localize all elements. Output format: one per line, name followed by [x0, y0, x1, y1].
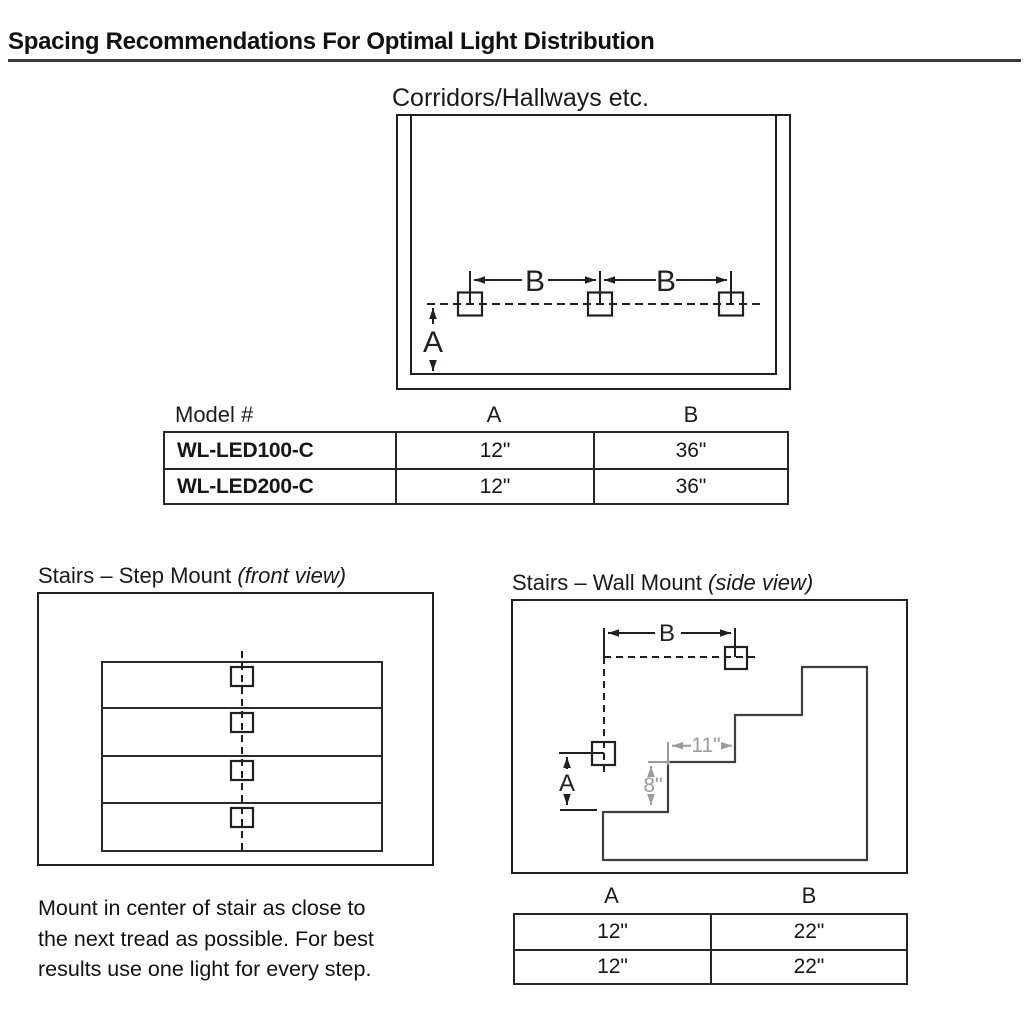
wall-mount-spacing-table: [513, 882, 912, 985]
dim-a-label: A: [558, 770, 576, 797]
mounting-note-line: results use one light for every step.: [38, 957, 372, 981]
col-header-model: Model #: [175, 402, 254, 427]
dimension-ticks: [470, 271, 731, 304]
staircase-profile: [603, 667, 867, 860]
table-cell-a: 12": [395, 468, 593, 503]
corridor-inner-wall: [411, 115, 776, 374]
corridor-outer-wall: [397, 115, 790, 389]
wall-mount-title-text: Stairs – Wall Mount: [512, 570, 709, 595]
table-cell-model: WL-LED200-C: [165, 468, 395, 503]
step-mount-view-label: (front view): [237, 563, 347, 588]
step-mount-title-text: Stairs – Step Mount: [38, 563, 238, 588]
wall-table-body: [513, 913, 908, 985]
wall-mount-diagram: [505, 593, 920, 883]
corridor-section-title: Corridors/Hallways etc.: [392, 84, 650, 112]
corridor-spacing-table: [163, 402, 793, 505]
dim-b-label: B: [658, 620, 676, 647]
table-cell-b: 36": [593, 468, 787, 503]
wall-table-header: [513, 882, 912, 913]
dim-b2-label: B: [655, 265, 677, 298]
table-cell-b: 36": [593, 433, 787, 468]
table-cell-model: WL-LED100-C: [177, 438, 314, 462]
wall-mount-view-label: (side view): [708, 570, 814, 595]
corridor-table-header: [163, 402, 793, 431]
mounting-note-line: the next tread as possible. For best: [38, 926, 374, 951]
table-cell-a: 12": [597, 920, 628, 943]
corridor-table-body: [163, 431, 789, 505]
title-underline: [8, 59, 1021, 62]
col-header-a: A: [486, 402, 502, 427]
table-cell-a: 12": [395, 433, 593, 468]
page-title: Spacing Recommendations For Optimal Light Distribution: [8, 28, 655, 55]
step-mount-diagram: [30, 585, 450, 875]
mounting-note-line: Mount in center of stair as close to: [38, 896, 366, 920]
col-header-a: A: [604, 883, 619, 908]
corridor-diagram: [390, 108, 800, 398]
table-cell-b: 22": [710, 915, 906, 949]
table-cell-a: 12": [515, 949, 710, 983]
dim-a-label: A: [422, 326, 444, 359]
riser-height-label: 8": [643, 774, 663, 797]
mounting-note: [38, 893, 374, 985]
col-header-b: B: [683, 402, 699, 427]
tread-depth-label: 11": [691, 734, 721, 757]
dim-b1-label: B: [524, 265, 546, 298]
table-cell-b: 22": [710, 949, 906, 983]
col-header-b: B: [801, 883, 817, 908]
